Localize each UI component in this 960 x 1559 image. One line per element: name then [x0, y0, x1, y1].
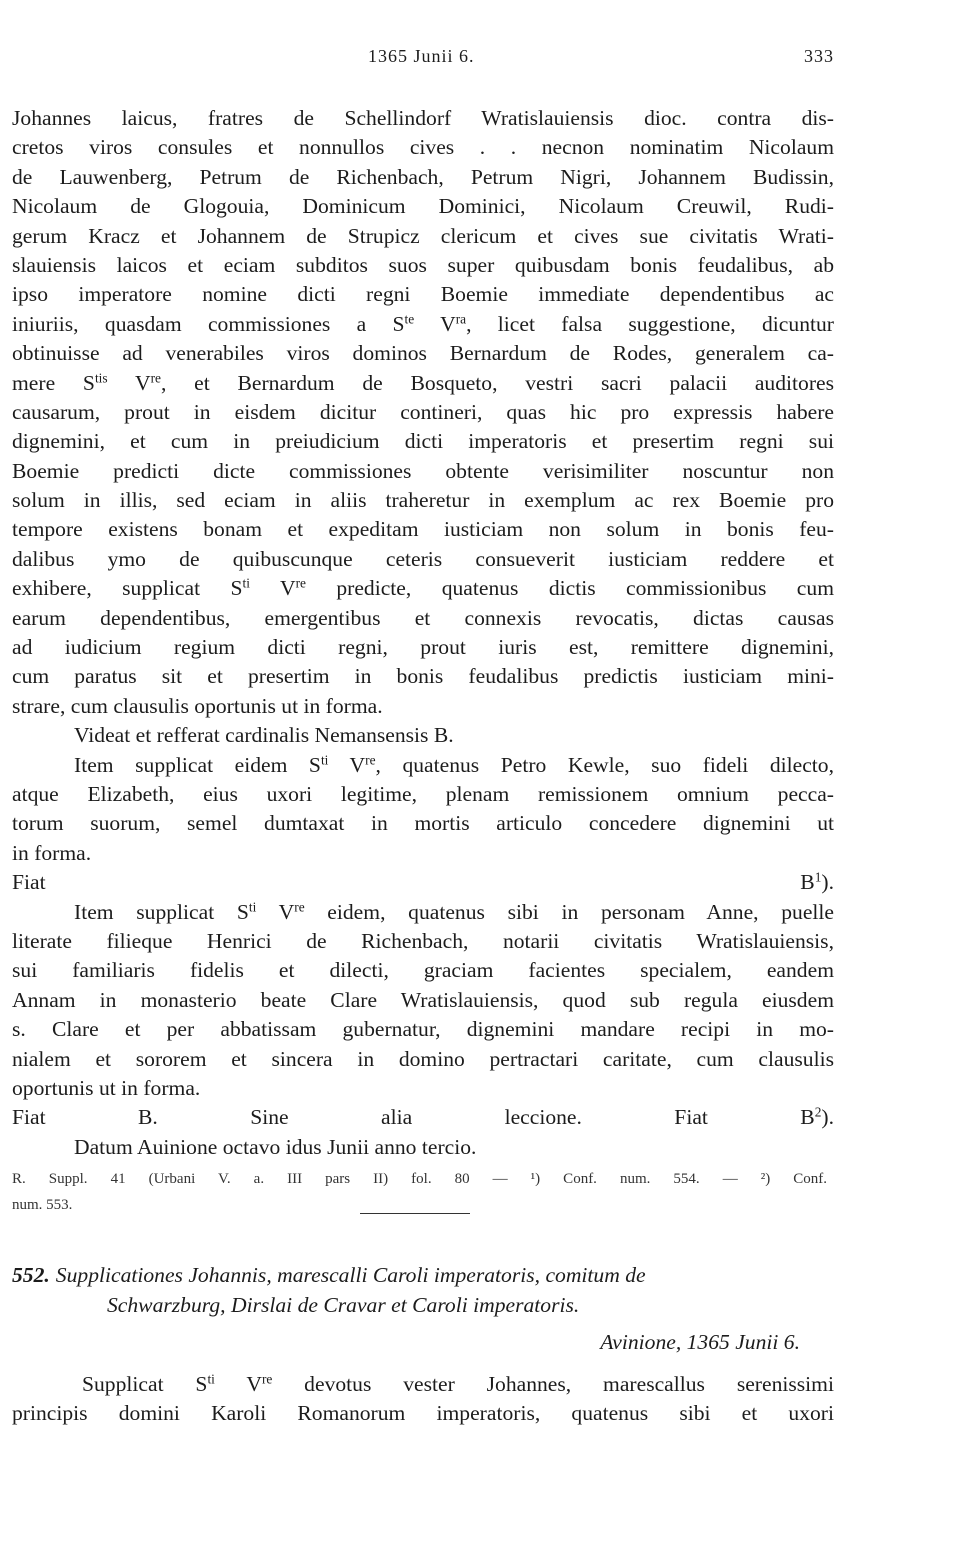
section-divider	[360, 1213, 470, 1214]
text-line	[12, 898, 834, 927]
line-text: oportunis ut in forma.	[12, 1075, 201, 1100]
text-line	[12, 809, 834, 838]
line-text: obtinuisse ad venerabiles viros dominos Bernardum de Rodes, generalem ca-	[12, 341, 834, 366]
line-text: slauiensis laicos et eciam subditos suos super quibusdam bonis feudalibus, ab	[12, 252, 834, 277]
source-note-line: num. 553.	[12, 1197, 73, 1213]
line-text: Nicolaum de Glogouia, Dominicum Dominici, Nicolaum Creuwil, Rudi-	[12, 194, 834, 219]
text-line	[12, 133, 834, 162]
text-line	[12, 1133, 834, 1162]
text-line	[12, 398, 834, 427]
line-text: ad iudicium regium dicti regni, prout iuris est, remittere dignemini,	[12, 635, 834, 660]
line-text: Boemie predicti dicte commissiones obtente verisimiliter noscuntur non	[12, 458, 834, 483]
superscript: 2	[814, 1104, 822, 1120]
line-text: Videat et refferat cardinalis Nemansensis B.	[74, 723, 454, 748]
text-line	[12, 339, 834, 368]
running-header	[0, 46, 960, 70]
line-text: in forma.	[12, 840, 92, 865]
text-line	[12, 251, 834, 280]
superscript: ti	[242, 575, 250, 591]
line-text: mere S	[12, 370, 95, 395]
document-heading	[12, 1260, 827, 1320]
source-note	[12, 1166, 827, 1218]
second-text-block	[12, 1370, 834, 1429]
line-text: ).	[821, 1105, 834, 1130]
line-text: principis domini Karoli Romanorum imperatoris, quatenus sibi et uxori	[12, 1401, 834, 1426]
line-text: atque Elizabeth, eius uxori legitime, plenam remissionem omnium pecca-	[12, 781, 834, 806]
line-text: literate filieque Henrici de Richenbach, notarii civitatis Wratislauiensis,	[12, 928, 834, 953]
superscript: re	[261, 1371, 273, 1387]
line-text: V	[328, 752, 366, 777]
text-line	[12, 104, 834, 133]
line-text: predicte, quatenus dictis commissionibus cum	[305, 576, 834, 601]
superscript: re	[294, 899, 305, 915]
place-date: Avinione, 1365 Junii 6.	[600, 1330, 800, 1354]
line-text: exhibere, supplicat S	[12, 576, 243, 601]
text-line	[12, 427, 834, 456]
text-line	[12, 839, 834, 868]
superscript: ti	[207, 1371, 215, 1387]
text-line	[12, 1015, 834, 1044]
line-text: de Lauwenberg, Petrum de Richenbach, Petrum Nigri, Johannem Budissin,	[12, 164, 834, 189]
line-text: Annam in monasterio beate Clare Wratislauiensis, quod sub regula eiusdem	[12, 987, 834, 1012]
text-line	[12, 574, 834, 603]
line-text: devotus vester Johannes, marescallus serenissimi	[272, 1372, 834, 1396]
line-text: V	[214, 1372, 262, 1396]
text-line	[12, 956, 834, 985]
line-text: torum suorum, semel dumtaxat in mortis articulo concedere dignemini ut	[12, 811, 834, 836]
text-line	[12, 280, 834, 309]
superscript: ti	[320, 752, 329, 768]
header-date: 1365 Junii 6.	[368, 46, 475, 66]
text-line	[12, 1103, 834, 1132]
line-text: V	[107, 370, 151, 395]
text-line	[12, 868, 834, 897]
line-text: cretos viros consules et nonnullos cives . . necnon nominatim Nicolaum	[12, 135, 834, 160]
line-text: Datum Auinione octavo idus Junii anno tercio.	[74, 1134, 477, 1159]
superscript: re	[365, 752, 376, 768]
text-line	[12, 1074, 834, 1103]
source-note-line: R. Suppl. 41 (Urbani V. a. III pars II) fol. 80 — ¹) Conf. num. 554. — ²) Conf.	[12, 1171, 827, 1187]
heading-line: Schwarzburg, Dirslai de Cravar et Caroli imperatoris.	[107, 1293, 580, 1317]
text-line	[12, 457, 834, 486]
text-line	[12, 692, 834, 721]
superscript: re	[150, 370, 161, 386]
text-line	[12, 310, 834, 339]
superscript: tis	[94, 370, 108, 386]
line-text: Johannes laicus, fratres de Schellindorf Wratislauiensis dioc. contra dis-	[12, 106, 834, 130]
page-number: 333	[804, 46, 834, 66]
line-text: Fiat B	[12, 870, 815, 895]
line-text: sui familiaris fidelis et dilecti, graciam facientes specialem, eandem	[12, 958, 834, 983]
text-line	[12, 545, 834, 574]
line-text: strare, cum clausulis oportunis ut in forma.	[12, 693, 383, 718]
line-text: Item supplicat S	[74, 899, 249, 924]
text-line	[12, 604, 834, 633]
line-text: dalibus ymo de quibuscunque ceteris consueverit iusticiam reddere et	[12, 546, 834, 571]
line-text: V	[249, 576, 296, 601]
line-text: s. Clare et per abbatissam gubernatur, dignemini mandare recipi in mo-	[12, 1017, 834, 1042]
line-text: nialem et sororem et sincera in domino pertractari caritate, cum clausulis	[12, 1046, 834, 1071]
line-text: causarum, prout in eisdem dicitur contineri, quas hic pro expressis habere	[12, 399, 834, 424]
superscript: ra	[455, 311, 467, 327]
line-text: Item supplicat eidem S	[74, 752, 321, 777]
line-text: cum paratus sit et presertim in bonis feudalibus predictis iusticiam mini-	[12, 664, 834, 689]
text-line	[12, 163, 834, 192]
text-line	[12, 369, 834, 398]
text-line	[12, 486, 834, 515]
superscript: ti	[248, 899, 257, 915]
line-text: ).	[821, 870, 834, 895]
text-line	[12, 1045, 834, 1074]
line-text: earum dependentibus, emergentibus et connexis revocatis, dictas causas	[12, 605, 834, 630]
heading-text: Supplicationes Johannis, marescalli Caroli imperatoris, comitum de	[55, 1263, 646, 1287]
line-text: dignemini, et cum in preiudicium dicti imperatoris et presertim regni sui	[12, 429, 834, 454]
line-text: V	[414, 311, 456, 336]
main-text-block	[12, 104, 834, 1162]
line-text: , et Bernardum de Bosqueto, vestri sacri palacii auditores	[160, 370, 834, 395]
text-line	[12, 192, 834, 221]
line-text: tempore existens bonam et expeditam iusticiam non solum in bonis feu-	[12, 517, 834, 542]
line-text: Supplicat S	[82, 1372, 208, 1396]
text-line	[12, 515, 834, 544]
line-text: ipso imperatore nomine dicti regni Boemie immediate dependentibus ac	[12, 282, 834, 307]
line-text: V	[256, 899, 295, 924]
line-text: iniuriis, quasdam commissiones a S	[12, 311, 405, 336]
superscript: re	[295, 575, 306, 591]
line-text: eidem, quatenus sibi in personam Anne, puelle	[304, 899, 834, 924]
line-text: Fiat B. Sine alia leccione. Fiat B	[12, 1105, 815, 1130]
text-line	[12, 1399, 834, 1428]
line-text: gerum Kracz et Johannem de Strupicz clericum et cives sue civitatis Wrati-	[12, 223, 834, 248]
text-line	[12, 927, 834, 956]
text-line	[12, 633, 834, 662]
text-line	[12, 751, 834, 780]
superscript: 1	[814, 869, 822, 885]
line-text: , quatenus Petro Kewle, suo fideli dilecto,	[375, 752, 834, 777]
heading-line	[12, 1260, 827, 1290]
superscript: te	[404, 311, 415, 327]
text-line	[12, 1370, 834, 1399]
text-line	[12, 780, 834, 809]
text-line	[12, 662, 834, 691]
text-line	[12, 986, 834, 1015]
text-line	[12, 721, 834, 750]
document-number: 552.	[12, 1263, 50, 1287]
text-line	[12, 222, 834, 251]
line-text: solum in illis, sed eciam in aliis traheretur in exemplum ac rex Boemie pro	[12, 488, 834, 513]
line-text: , licet falsa suggestione, dicuntur	[466, 311, 834, 336]
